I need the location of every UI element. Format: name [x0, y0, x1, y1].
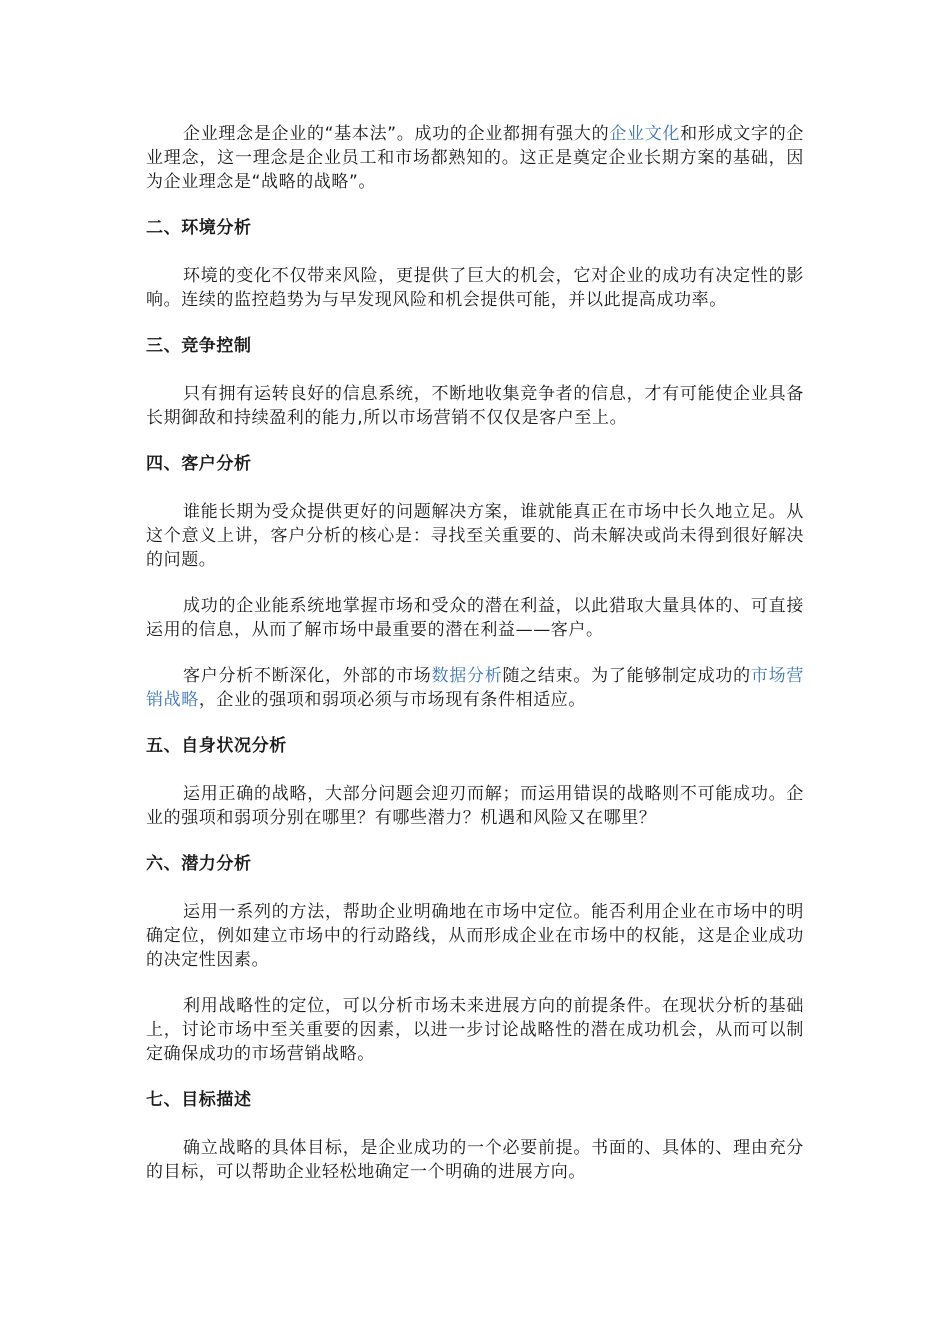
- heading-goal-description: 七、目标描述: [146, 1090, 252, 1110]
- paragraph-enterprise-philosophy: [146, 122, 804, 194]
- paragraph-customer-2: 成功的企业能系统地掌握市场和受众的潜在利益，以此猎取大量具体的、可直接运用的信息，从而了解市场中最重要的潜在利益——客户。: [146, 596, 804, 640]
- paragraph-text: 和形成文字的企业理念，这一理念是企业员工和市场都熟知的。这正是奠定企业长期方案的基础，因为企业理念是“战略的战略”。: [146, 124, 805, 192]
- paragraph-potential-1: 运用一系列的方法，帮助企业明确地在市场中定位。能否利用企业在市场中的明确定位，例如建立市场中的行动路线，从而形成企业在市场中的权能，这是企业成功的决定性因素。: [146, 902, 804, 970]
- heading-competition-control: 三、竞争控制: [146, 336, 252, 356]
- paragraph-self: 运用正确的战略，大部分问题会迎刃而解；而运用错误的战略则不可能成功。企业的强项和弱项分别在哪里？有哪些潜力？机遇和风险又在哪里？: [146, 784, 804, 828]
- heading-self-analysis: 五、自身状况分析: [146, 736, 287, 756]
- paragraph-text: 随之结束。为了能够制定成功的: [502, 666, 751, 686]
- document-body: [146, 122, 804, 1206]
- paragraph-customer-1: 谁能长期为受众提供更好的问题解决方案，谁就能真正在市场中长久地立足。从这个意义上讲，客户分析的核心是：寻找至关重要的、尚未解决或尚未得到很好解决的问题。: [146, 502, 804, 570]
- heading-potential-analysis: 六、潜力分析: [146, 854, 252, 874]
- paragraph-customer-3: [146, 664, 804, 712]
- paragraph-text: 企业理念是企业的“基本法”。成功的企业都拥有强大的: [183, 124, 610, 144]
- paragraph-goal: 确立战略的具体目标，是企业成功的一个必要前提。书面的、具体的、理由充分的目标，可以帮助企业轻松地确定一个明确的进展方向。: [146, 1138, 804, 1182]
- heading-environment-analysis: 二、环境分析: [146, 218, 252, 238]
- paragraph-text: 客户分析不断深化，外部的市场: [183, 666, 432, 686]
- paragraph-competition: 只有拥有运转良好的信息系统，不断地收集竞争者的信息，才有可能使企业具备长期御敌和持续盈利的能力,所以市场营销不仅仅是客户至上。: [146, 384, 804, 428]
- paragraph-potential-2: 利用战略性的定位，可以分析市场未来进展方向的前提条件。在现状分析的基础上，讨论市场中至关重要的因素，以进一步讨论战略性的潜在成功机会，从而可以制定确保成功的市场营销战略。: [146, 996, 804, 1064]
- paragraph-text: ，企业的强项和弱项必须与市场现有条件相适应。: [198, 690, 587, 710]
- link-marketing-strategy[interactable]: 市场营销战略: [146, 666, 804, 710]
- paragraph-environment: 环境的变化不仅带来风险，更提供了巨大的机会，它对企业的成功有决定性的影响。连续的监控趋势为与早发现风险和机会提供可能，并以此提高成功率。: [146, 266, 804, 310]
- heading-customer-analysis: 四、客户分析: [146, 454, 252, 474]
- link-data-analysis[interactable]: 数据分析: [431, 666, 503, 686]
- link-enterprise-culture[interactable]: 企业文化: [609, 124, 681, 144]
